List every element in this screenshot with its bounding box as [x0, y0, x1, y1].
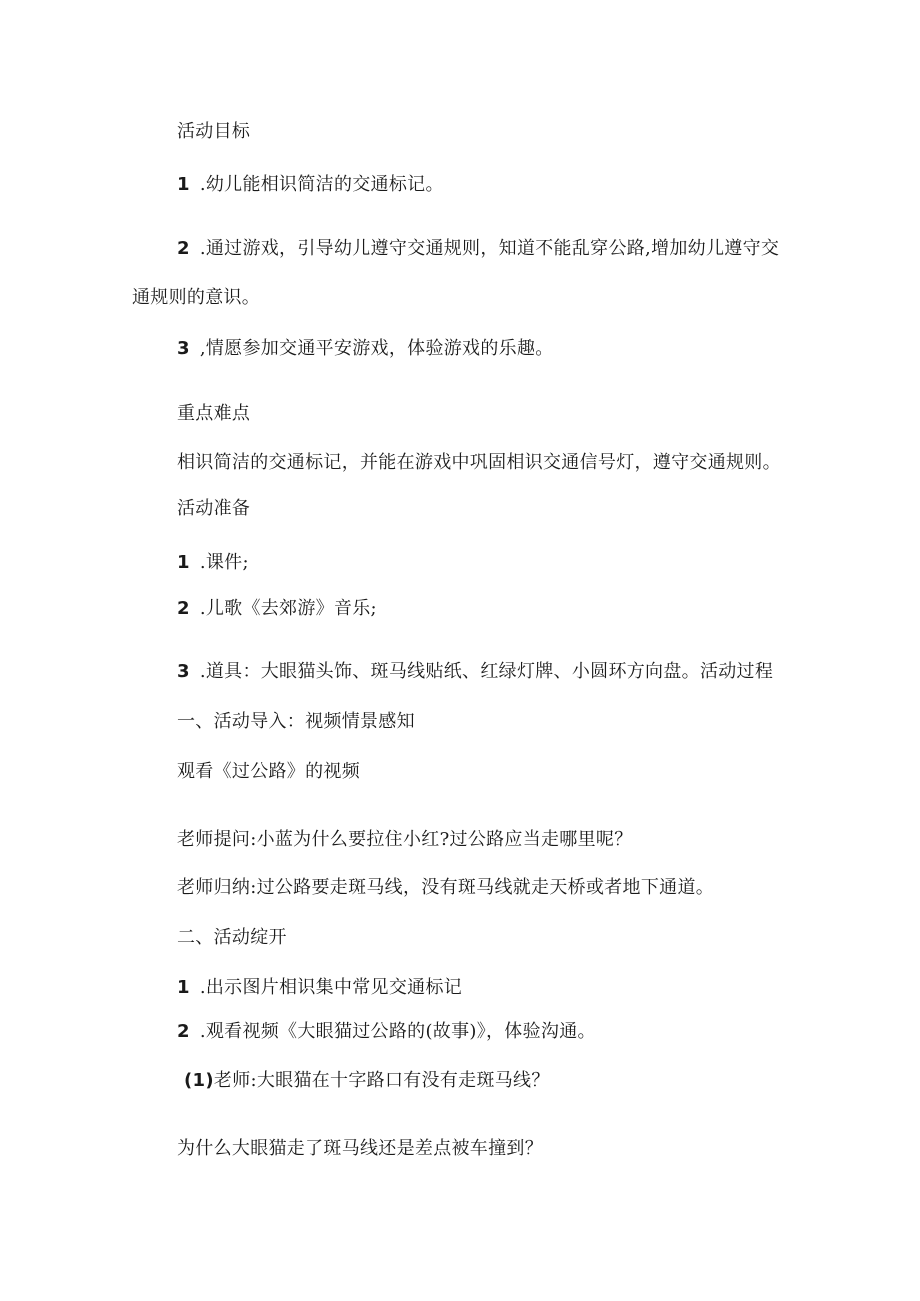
- goal-item-1: [177, 173, 444, 197]
- section-2-item-2: [177, 1020, 596, 1044]
- prep-item-3: [177, 660, 773, 684]
- section-2-text-1: .出示图片相识集中常见交通标记: [199, 977, 463, 998]
- section-2-number-1: 1: [177, 977, 190, 998]
- goal-item-2-continuation: 通规则的意识。: [132, 287, 261, 308]
- prep-text-1: .课件;: [199, 552, 249, 573]
- prep-item-1: [177, 551, 249, 575]
- section-2-item-1: [177, 976, 462, 1000]
- goal-number-2: 2: [177, 238, 190, 259]
- heading-preparation: 活动准备: [177, 498, 251, 519]
- prep-number-1: 1: [177, 552, 190, 573]
- heading-key-points: 重点难点: [177, 403, 251, 424]
- section-2-title: 二、活动绽开: [177, 927, 287, 948]
- question-line: 为什么大眼猫走了斑马线还是差点被车撞到？: [177, 1138, 543, 1159]
- prep-text-3: .道具：大眼猫头饰、斑马线贴纸、红绿灯牌、小圆环方向盘。活动过程: [199, 661, 774, 682]
- goal-item-2: [177, 237, 779, 261]
- section-2-text-2: .观看视频《大眼猫过公路的(故事)》，体验沟通。: [199, 1021, 596, 1042]
- sub-item-number: (1): [184, 1070, 214, 1091]
- section-1-line-1: 观看《过公路》的视频: [177, 761, 360, 782]
- goal-text-3: ,情愿参加交通平安游戏，体验游戏的乐趣。: [199, 338, 554, 359]
- goal-text-1: .幼儿能相识简洁的交通标记。: [199, 174, 444, 195]
- goal-number-1: 1: [177, 174, 190, 195]
- prep-number-2: 2: [177, 598, 190, 619]
- prep-item-2: [177, 597, 377, 621]
- section-1-line-2: 老师提问:小蓝为什么要拉住小红?过公路应当走哪里呢？: [177, 829, 633, 850]
- goal-text-2: .通过游戏，引导幼儿遵守交通规则，知道不能乱穿公路,增加幼儿遵守交: [199, 238, 780, 259]
- prep-text-2: .儿歌《去郊游》音乐;: [199, 598, 377, 619]
- goal-number-3: 3: [177, 338, 190, 359]
- sub-item-1: [184, 1069, 550, 1093]
- section-1-title: 一、活动导入：视频情景感知: [177, 711, 415, 732]
- section-1-line-3: 老师归纳:过公路要走斑马线，没有斑马线就走天桥或者地下通道。: [177, 877, 715, 898]
- prep-number-3: 3: [177, 661, 190, 682]
- heading-activity-goals: 活动目标: [177, 121, 251, 142]
- section-2-number-2: 2: [177, 1021, 190, 1042]
- sub-item-text: 老师:大眼猫在十字路口有没有走斑马线？: [213, 1070, 550, 1091]
- key-points-text: 相识简洁的交通标记，并能在游戏中巩固相识交通信号灯，遵守交通规则。: [177, 452, 781, 473]
- goal-item-3: [177, 337, 554, 361]
